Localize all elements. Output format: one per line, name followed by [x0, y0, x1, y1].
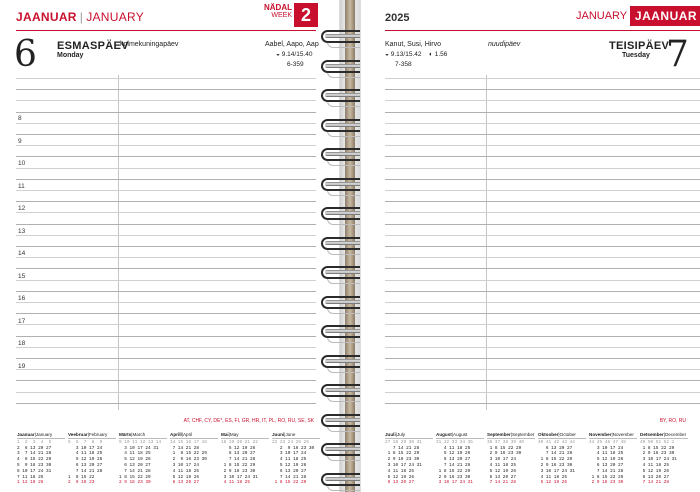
mini-month-row: 14 15 16 17 18 [170, 439, 207, 445]
mini-month-row: 1 8 15 22 [68, 474, 95, 480]
mini-month-row: 27 28 29 30 31 [385, 439, 422, 445]
ruled-line [385, 380, 700, 381]
week-label-et: NÄDAL [264, 3, 292, 12]
moon-phase [429, 51, 447, 58]
sun-times [385, 51, 421, 58]
mini-month-row: 3 10 17 24 31 [119, 445, 159, 451]
mini-month-row: 5 12 19 26 [221, 445, 256, 451]
mini-month-row: 6 10 17 24 31 [17, 468, 52, 474]
mini-month-en: June [285, 432, 296, 437]
day-name-et: TEISIPÄEV [609, 40, 670, 52]
mini-month-row: 6 13 20 27 [436, 457, 471, 463]
ruled-line [16, 257, 316, 258]
ruled-line [385, 324, 700, 325]
mini-month-row: 2 9 16 23 30 [538, 462, 573, 468]
mini-month-row: 5 12 19 26 [436, 451, 471, 457]
hour-label: 17 [18, 317, 26, 325]
mini-month-row: 6 13 20 27 [589, 462, 624, 468]
mini-month-et: August [436, 432, 452, 437]
mini-month-et: September [487, 432, 511, 437]
mini-month-row: 1 8 15 22 29 [640, 445, 675, 451]
mini-month-row: 2 9 16 23 30 [272, 445, 315, 451]
mini-month-row: 7 14 21 28 [640, 480, 669, 486]
mini-month-en: February [88, 432, 108, 437]
mini-month-title [640, 432, 688, 439]
mini-month-row: 6 13 20 27 [385, 480, 414, 486]
ruled-line [385, 257, 700, 258]
mini-month-sep: | [131, 432, 133, 437]
hour-label: 8 [18, 115, 22, 122]
left-month-header [16, 10, 144, 24]
mini-month-row: 2 9 16 23 [68, 480, 95, 486]
moon-icon: ◐ [429, 51, 433, 58]
mini-month-et: Veebruar [68, 432, 88, 437]
mini-month [436, 432, 484, 486]
mini-month-row: 2 9 16 23 30 [436, 474, 471, 480]
mini-month-row: 4 11 18 25 [272, 457, 307, 463]
mini-month [385, 432, 433, 486]
mini-month-row: 6 13 20 27 [640, 474, 669, 480]
mini-month-et: Mai [221, 432, 229, 437]
mini-month-row: 1 8 15 22 29 [385, 451, 420, 457]
mini-month-en: April [182, 432, 193, 437]
mini-month [68, 432, 116, 486]
mini-month-row: 3 10 17 24 31 [640, 457, 677, 463]
mini-month-en: September [511, 432, 535, 437]
mini-month-et: Oktoober [538, 432, 559, 437]
ruled-line [385, 201, 700, 202]
ruled-line [385, 392, 700, 393]
mini-month-row: 2 9 16 23 30 [640, 451, 675, 457]
mini-month-row: 3 10 17 24 31 [436, 480, 473, 486]
mini-month-row: 7 14 21 28 [385, 445, 420, 451]
ruled-line [385, 156, 700, 157]
mini-month-row: 7 14 21 28 [221, 457, 256, 463]
mini-month-en: July [396, 432, 406, 437]
mini-month-row: 1 8 15 22 29 [170, 451, 207, 457]
mini-calendar-strip [361, 432, 700, 492]
mini-month-row: 36 37 38 39 40 [487, 439, 524, 445]
month-separator: | [79, 10, 84, 24]
mini-month-row: 3 10 17 24 31 [538, 468, 575, 474]
mini-month-row: 18 19 20 21 22 [221, 439, 258, 445]
ruled-line [16, 313, 316, 314]
mini-month-row: 4 11 18 25 [170, 468, 199, 474]
mini-month-row: 5 12 19 26 [589, 457, 624, 463]
mini-month-title [119, 432, 167, 439]
mini-month-row: 7 14 21 28 [119, 468, 151, 474]
hour-label: 11 [18, 182, 25, 190]
mini-month-row: 1 8 15 22 29 [272, 480, 307, 486]
ruled-line [16, 302, 316, 303]
mini-month-row: 7 11 18 25 [17, 474, 44, 480]
mini-month-row: 22 23 24 25 26 [272, 439, 309, 445]
hour-label: 19 [18, 362, 26, 370]
ruled-line [16, 235, 316, 236]
ruled-line [16, 100, 316, 101]
mini-month [538, 432, 586, 486]
mini-month-sep: | [395, 432, 397, 437]
mini-month-en: May [229, 432, 239, 437]
mini-month-row: 6 13 20 27 [538, 445, 573, 451]
mini-month [589, 432, 637, 486]
ruled-line [16, 112, 316, 113]
day-number: 7 [666, 34, 689, 75]
mini-month-title [170, 432, 218, 439]
month-en: JANUARY [86, 10, 145, 24]
mini-month-title [272, 432, 320, 439]
hour-label: 9 [18, 137, 22, 145]
hour-label: 16 [18, 295, 26, 302]
mini-month-row: 2 9 16 23 30 [487, 451, 522, 457]
ruled-line [16, 324, 316, 325]
hour-label: 14 [18, 250, 26, 257]
sun-value: 9.14/15.40 [281, 51, 313, 58]
mini-month-row: 5 9 16 23 30 [17, 462, 52, 468]
ruled-line [385, 336, 700, 337]
mini-month-row: 1 8 15 22 29 [221, 462, 256, 468]
holiday-label: kolmekuningapäev [120, 41, 179, 48]
mini-month-row: 3 10 17 24 [68, 445, 103, 451]
mini-month-row: 7 14 21 28 [487, 480, 516, 486]
mini-month-row: 5 12 19 26 [272, 462, 307, 468]
ruled-line [385, 78, 700, 79]
ruled-line [385, 212, 700, 213]
week-label [262, 4, 292, 20]
mini-month-row: 5 12 19 26 [640, 468, 669, 474]
mini-month-title [487, 432, 535, 439]
year-label: 2025 [385, 12, 410, 24]
mini-month-row: 2 6 13 20 27 [17, 445, 52, 451]
mini-month-title [385, 432, 433, 439]
ruled-line [385, 313, 700, 314]
ruled-line [385, 369, 700, 370]
mini-month-row: 3 10 17 24 [487, 457, 516, 463]
hour-label: 18 [18, 340, 26, 347]
ruled-line [16, 347, 316, 348]
mini-month-et: Juuni [272, 432, 285, 437]
mini-month-row: 1 8 15 22 29 [119, 474, 151, 480]
mini-month-row: 1 12 19 26 [17, 480, 44, 486]
day-of-year: 6-359 [287, 61, 304, 68]
ruled-line [16, 268, 316, 269]
mini-month-sep: | [451, 432, 454, 437]
mini-month-row: 7 14 21 28 [170, 445, 199, 451]
ruled-line [385, 235, 700, 236]
ruled-line [16, 201, 316, 202]
mini-month-et: November [589, 432, 612, 437]
ruled-line [385, 179, 700, 180]
mini-month-title [17, 432, 65, 439]
hour-label: 13 [18, 227, 26, 235]
month-et-box: JAANUAR [630, 6, 700, 26]
header-rule [385, 30, 700, 31]
mini-month-row: 4 11 18 25 [221, 480, 250, 486]
mini-month-sep: | [181, 432, 183, 437]
mini-month-title [538, 432, 586, 439]
mini-month-row: 4 11 18 25 [385, 468, 414, 474]
ruled-line [16, 280, 316, 281]
ruled-line [16, 403, 316, 404]
mini-month-row: 4 11 18 25 [68, 451, 103, 457]
mini-month-row: 2 9 16 23 30 [119, 480, 151, 486]
mini-month-sep: | [663, 432, 665, 437]
ruled-line [16, 392, 316, 393]
mini-month-row: 5 12 19 26 [170, 474, 199, 480]
ruled-line [16, 145, 316, 146]
mini-month-sep: | [611, 432, 613, 437]
day-number: 6 [14, 34, 37, 75]
mini-month-row: 4 11 18 25 [640, 462, 669, 468]
ruled-line [385, 268, 700, 269]
mini-month-et: Märts [119, 432, 132, 437]
ruled-line [385, 145, 700, 146]
mini-month-en: August [453, 432, 468, 437]
mini-month-row: 1 8 15 22 29 [538, 457, 573, 463]
mini-month-et: Aprill [170, 432, 182, 437]
ruled-line [16, 123, 316, 124]
name-days: Aabel, Aapo, Aap [265, 41, 319, 48]
column-divider [486, 75, 487, 410]
mini-month-title [589, 432, 637, 439]
ruled-line [16, 336, 316, 337]
mini-month-row: 6 13 20 27 [119, 462, 151, 468]
right-page [360, 0, 700, 492]
mini-month-row: 3 10 17 24 [589, 445, 624, 451]
sun-icon: ◒ [276, 51, 280, 58]
country-codes: BY, RO, RU [659, 418, 686, 424]
ruled-line [385, 347, 700, 348]
ruled-line [16, 212, 316, 213]
mini-month-en: December [664, 432, 687, 437]
header-rule [16, 30, 316, 31]
mini-month-sep: | [87, 432, 89, 437]
mini-month-row: 5 6 7 8 9 [68, 439, 103, 445]
month-en-right: JANUARY [576, 10, 628, 22]
mini-month-row: 3 10 17 24 [170, 462, 199, 468]
ruled-line [16, 380, 316, 381]
mini-month [640, 432, 688, 486]
mini-month-row: 2 9 16 23 30 [170, 457, 207, 463]
mini-month-row: 1 8 15 22 29 [589, 474, 624, 480]
ruled-line [385, 168, 700, 169]
mini-month [17, 432, 65, 486]
mini-month-row: 4 11 18 25 [538, 474, 567, 480]
ruled-line [385, 302, 700, 303]
ruled-line [16, 291, 316, 292]
mini-month-sep: | [228, 432, 230, 437]
mini-month-row: 6 13 20 27 [170, 480, 199, 486]
ruled-line [16, 156, 316, 157]
left-page [0, 0, 340, 492]
sun-value: 9.13/15.42 [390, 51, 422, 58]
mini-month-row: 4 11 18 25 [436, 445, 471, 451]
mini-month-en: January [35, 432, 53, 437]
mini-month-row: 9 10 11 12 13 14 [119, 439, 162, 445]
ruled-line [16, 246, 316, 247]
mini-month-row: 2 9 16 23 30 [385, 457, 420, 463]
mini-month [272, 432, 320, 486]
week-label-en: WEEK [271, 12, 292, 19]
mini-month-sep: | [34, 432, 36, 437]
ruled-line [16, 358, 316, 359]
ruled-line [385, 123, 700, 124]
hour-label: 10 [18, 160, 26, 167]
ruled-line [16, 78, 316, 79]
mini-month-row: 1 8 15 22 29 [487, 445, 522, 451]
ruled-line [385, 100, 700, 101]
mini-month-row: 1 8 15 22 29 [436, 468, 471, 474]
ruled-line [385, 280, 700, 281]
mini-month-et: Detsember [640, 432, 664, 437]
mini-month-row: 4 11 18 25 [589, 451, 624, 457]
mini-month-title [436, 432, 484, 439]
ruled-line [385, 403, 700, 404]
ruled-line [16, 369, 316, 370]
mini-month-row: 2 9 16 23 30 [221, 468, 256, 474]
mini-month-row: 3 10 17 24 [272, 451, 307, 457]
hour-label: 12 [18, 205, 26, 212]
ruled-line [385, 112, 700, 113]
mini-month [221, 432, 269, 486]
mini-month-row: 4 11 18 25 [487, 462, 516, 468]
hour-label: 15 [18, 272, 26, 280]
mini-month-row: 5 12 19 26 [68, 457, 103, 463]
column-divider [118, 75, 119, 410]
mini-month-row: 2 9 16 23 30 [589, 480, 624, 486]
ruled-line [16, 89, 316, 90]
mini-month-row: 40 41 42 43 44 [538, 439, 575, 445]
mini-month-row: 7 14 21 28 [272, 474, 307, 480]
month-et: JAANUAR [16, 10, 77, 24]
ruled-line [385, 134, 700, 135]
mini-month-sep: | [510, 432, 512, 437]
ruled-line [16, 134, 316, 135]
mini-month-row: 7 14 21 28 [538, 451, 573, 457]
mini-month-et: Jaanuar [17, 432, 35, 437]
mini-month-row: 3 7 14 21 28 [17, 451, 52, 457]
mini-month [119, 432, 167, 486]
mini-month-row: 4 8 15 22 29 [17, 457, 52, 463]
ruled-line [16, 190, 316, 191]
mini-month-row: 6 13 20 27 [68, 462, 103, 468]
ruled-line [16, 224, 316, 225]
ruled-line [385, 224, 700, 225]
mini-month-en: March [132, 432, 146, 437]
day-name-et: ESMASPÄEV [57, 40, 129, 52]
mini-month-row: 5 12 19 26 [385, 474, 414, 480]
mini-month-row: 5 12 19 26 [119, 457, 151, 463]
mini-month-title [68, 432, 116, 439]
mini-month-row: 5 12 19 26 [538, 480, 567, 486]
mini-month-title [221, 432, 269, 439]
ruled-line [385, 358, 700, 359]
mini-calendar-strip [0, 432, 340, 492]
mini-month-row: 3 10 17 24 31 [221, 474, 258, 480]
mini-month-row: 6 13 20 27 [487, 474, 516, 480]
day-name-en: Tuesday [622, 52, 650, 59]
day-of-year: 7-358 [395, 61, 412, 68]
mini-month-row: 6 13 20 27 [272, 468, 307, 474]
holiday-label: nuudipäev [488, 41, 521, 48]
ruled-line [16, 168, 316, 169]
sun-icon: ◒ [385, 51, 389, 58]
mini-month-sep: | [558, 432, 560, 437]
mini-month-row: 31 32 33 34 35 [436, 439, 473, 445]
ruled-line [385, 89, 700, 90]
ruled-line [385, 246, 700, 247]
ruled-line [385, 291, 700, 292]
mini-month-row: 6 13 20 27 [221, 451, 256, 457]
day-name-en: Monday [57, 52, 84, 59]
mini-month-row: 7 14 21 28 [436, 462, 471, 468]
mini-month-row: 7 14 21 28 [68, 468, 103, 474]
mini-month-row: 7 14 21 28 [589, 468, 624, 474]
moon-value: 1.56 [434, 51, 448, 58]
mini-month [487, 432, 535, 486]
mini-month-sep: | [284, 432, 286, 437]
sun-times [276, 51, 312, 58]
week-number: 2 [294, 3, 318, 27]
name-days: Kanut, Susi, Hirvo [385, 41, 442, 48]
mini-month-row: 1 2 3 4 5 [17, 439, 52, 445]
mini-month-row: 5 12 19 26 [487, 468, 516, 474]
mini-month [170, 432, 218, 486]
country-codes: AT, CHF, CY, DE*, ES, FI, GR, HR, IT, PL, RO, RU, SE, SK [183, 418, 314, 424]
mini-month-row: 4 11 18 25 [119, 451, 151, 457]
mini-month-row: 44 45 46 47 48 [589, 439, 626, 445]
ruled-line [16, 179, 316, 180]
mini-month-en: October [559, 432, 576, 437]
mini-month-row: 49 50 51 52 1 [640, 439, 675, 445]
ruled-line [385, 190, 700, 191]
mini-month-en: November [612, 432, 634, 437]
mini-month-row: 3 10 17 24 31 [385, 462, 422, 468]
mini-month-et: Juuli [385, 432, 396, 437]
